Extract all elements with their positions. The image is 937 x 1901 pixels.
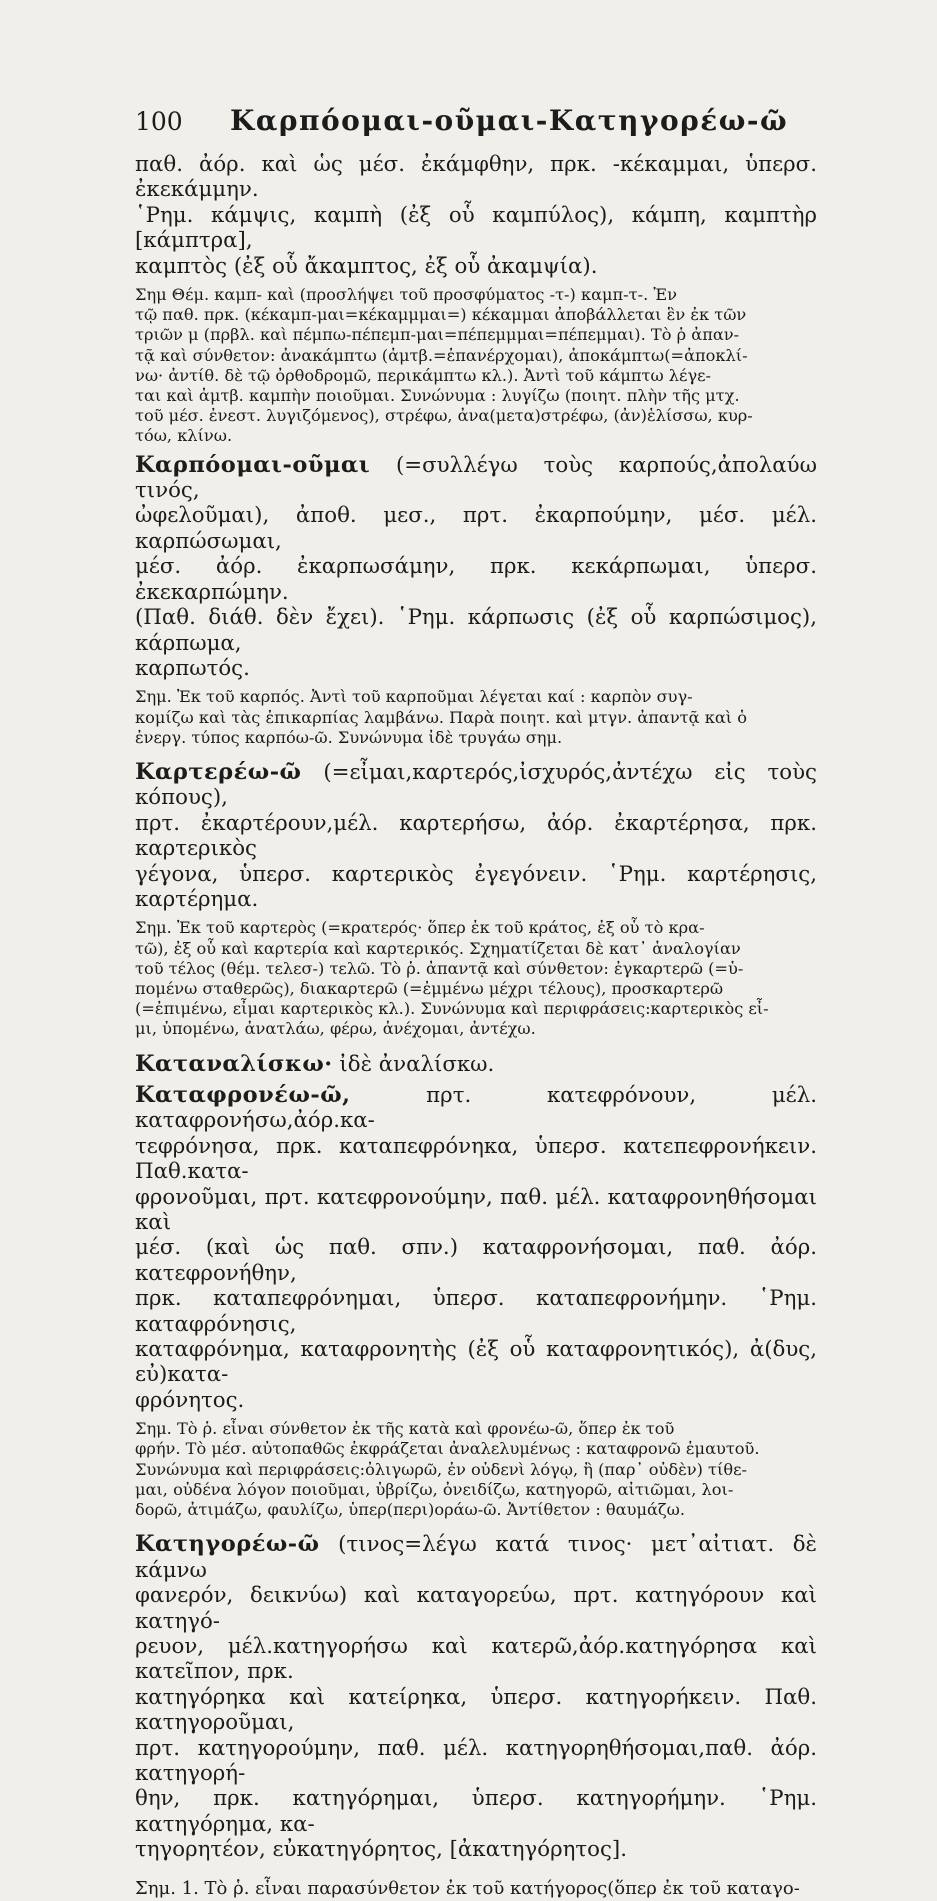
- headword: Καταναλίσκω·: [135, 1050, 333, 1077]
- entry-body: [135, 760, 817, 912]
- headword: Καταφρονέω-ῶ,: [135, 1081, 351, 1108]
- text-line: πρτ. ἐκαρτέρουν,μέλ. καρτερήσω, ἀόρ. ἐκαρτέρησα, πρκ. καρτερικὸς: [135, 810, 817, 862]
- entry-note: [135, 285, 817, 447]
- note-line: Συνώνυμα καὶ περιφράσεις:ὀλιγωρῶ, ἐν οὐδενὶ λόγῳ, ἢ (παρ᾽ οὐδὲν) τίθε-: [135, 1459, 747, 1479]
- text-line: καμπτὸς (ἐξ οὗ ἄκαμπτος, ἐξ οὗ ἀκαμψία).: [135, 253, 598, 279]
- entry-body: [135, 453, 817, 682]
- page-number: 100: [135, 107, 183, 136]
- text-line: (τινος=λέγω κατά τινος· μετ᾽αἰτιατ. δὲ κάμνω: [135, 1532, 817, 1583]
- note-line: τῶ), ἐξ οὗ καὶ καρτερία καὶ καρτερικός. Σχηματίζεται δὲ κατ᾽ ἀναλογίαν: [135, 938, 741, 958]
- entry-kampto-continuation: [135, 152, 817, 447]
- note-line: μι, ὑπομένω, ἀνατλάω, φέρω, ἀνέχομαι, ἀντέχω.: [135, 1019, 536, 1039]
- text-line: καταφρόνημα, καταφρονητὴς (ἐξ οὗ καταφρονητικός), ἀ(δυς, εὐ)κατα-: [135, 1337, 817, 1388]
- text-line: ῾Ρημ. κάμψις, καμπὴ (ἐξ οὗ καμπύλος), κάμπη, καμπτὴρ [κάμπτρα],: [135, 202, 817, 254]
- note-line: (=ἐπιμένω, εἶμαι καρτερικὸς κλ.). Συνώνυμα καὶ περιφράσεις:καρτερικὸς εἶ-: [135, 999, 769, 1019]
- entry-note: [135, 687, 817, 748]
- note-line: ται καὶ ἀμτβ. καμπὴν ποιοῦμαι. Συνώνυμα : λυγίζω (ποιητ. πλὴν τῆς μτχ.: [135, 386, 740, 406]
- running-head: Καρπόομαι-οῦμαι-Κατηγορέω-ῶ: [230, 104, 789, 137]
- text-line: γέγονα, ὑπερσ. καρτερικὸς ἐγεγόνειν. ῾Ρημ. καρτέρησις, καρτέρημα.: [135, 861, 817, 912]
- note-line: κομίζω καὶ τὰς ἐπικαρπίας λαμβάνω. Παρὰ ποιητ. καὶ μτγν. ἀπαντᾷ καὶ ὁ: [135, 707, 747, 727]
- headword: Καρτερέω-ῶ: [135, 758, 302, 785]
- text-line: θην, πρκ. κατηγόρημαι, ὑπερσ. κατηγορήμην. ῾Ρημ. κατηγόρημα, κα-: [135, 1786, 817, 1837]
- note-line: φρήν. Τὸ μέσ. αὐτοπαθῶς ἐκφράζεται ἀναλελυμένως : καταφρονῶ ἐμαυτοῦ.: [135, 1439, 760, 1459]
- note-line: πομένω σταθερῶς), διακαρτερῶ (=ἐμμένω μέχρι τέλους), προσκαρτερῶ: [135, 978, 724, 998]
- note-line: τᾷ καὶ σύνθετον: ἀνακάμπτω (ἀμτβ.=ἐπανέρχομαι), ἀποκάμπτω(=ἀποκλί-: [135, 345, 748, 365]
- entry-note: [135, 918, 817, 1039]
- headword: Καρπόομαι-οῦμαι: [135, 451, 371, 478]
- text-line: τηγορητέον, εὐκατηγόρητος, [ἀκατηγόρητος].: [135, 1837, 627, 1863]
- note-line: τοῦ τέλος (θέμ. τελεσ-) τελῶ. Τὸ ῥ. ἀπαντᾷ καὶ σύνθετον: ἐγκαρτερῶ (=ὑ-: [135, 958, 744, 978]
- entry-kategoreo: [135, 1532, 817, 1862]
- text-line: πρκ. καταπεφρόνημαι, ὑπερσ. καταπεφρονήμην. ῾Ρημ. καταφρόνησις,: [135, 1286, 817, 1337]
- entry-katanaleisko: [135, 1052, 817, 1077]
- text-line: (=συλλέγω τοὺς καρπούς,ἀπολαύω τινός,: [135, 452, 817, 504]
- entry-kartereo: [135, 760, 817, 1040]
- note-line: Σημ Θέμ. καμπ- καὶ (προσλήψει τοῦ προσφύματος -τ-) καμπ-τ-. Ἐν: [135, 285, 678, 305]
- note-line: τριῶν μ (πρβλ. καὶ πέμπω-πέπεμπ-μαι=πέπεμμμαι=πέπεμμαι). Τὸ ῥ ἀπαν-: [135, 325, 740, 345]
- text-line: παθ. ἀόρ. καὶ ὡς μέσ. ἐκάμφθην, πρκ. -κέκαμμαι, ὑπερσ. ἐκεκάμμην.: [135, 152, 817, 203]
- text-line: (Παθ. διάθ. δὲν ἔχει). ῾Ρημ. κάρπωσις (ἐξ οὗ καρπώσιμος), κάρπωμα,: [135, 605, 817, 656]
- entry-body: [135, 1083, 817, 1413]
- note-line: τῷ παθ. πρκ. (κέκαμπ-μαι=κέκαμμμαι=) κέκαμμαι ἀποβάλλεται ἓν ἐκ τῶν: [135, 305, 747, 325]
- text-line: ὠφελοῦμαι), ἀποθ. μεσ., πρτ. ἐκαρπούμην, μέσ. μέλ. καρπώσωμαι,: [135, 503, 817, 554]
- text-line: μέσ. (καὶ ὡς παθ. σπν.) καταφρονήσομαι, παθ. ἀόρ. κατεφρονήθην,: [135, 1235, 817, 1286]
- page-header: [135, 104, 817, 152]
- text-line: τεφρόνησα, πρκ. καταπεφρόνηκα, ὑπερσ. κατεπεφρονήκειν. Παθ.κατα-: [135, 1133, 817, 1185]
- text-line: πρτ. κατηγορούμην, παθ. μέλ. κατηγορηθήσομαι,παθ. ἀόρ. κατηγορή-: [135, 1735, 817, 1786]
- entry-note: [135, 1419, 817, 1520]
- headword: Κατηγορέω-ῶ: [135, 1531, 320, 1558]
- note-line: τόω, κλίνω.: [135, 426, 233, 446]
- note-line: Σημ. Ἐκ τοῦ καρπός. Ἀντὶ τοῦ καρποῦμαι λέγεται καί : καρπὸν συγ-: [135, 687, 693, 707]
- entry-body: [135, 152, 817, 279]
- text-line: φανερόν, δεικνύω) καὶ καταγορεύω, πρτ. κατηγόρουν καὶ κατηγό-: [135, 1583, 817, 1634]
- entry-katafroneo: [135, 1083, 817, 1520]
- note-line: τοῦ μέσ. ἐνεστ. λυγιζόμενος), στρέφω, ἀνα(μετα)στρέφω, (ἀν)ἑλίσσω, κυρ-: [135, 406, 753, 426]
- note-line: Σημ. Τὸ ῥ. εἶναι σύνθετον ἐκ τῆς κατὰ καὶ φρονέω-ῶ, ὅπερ ἐκ τοῦ: [135, 1419, 675, 1439]
- text-line: ρευον, μέλ.κατηγορήσω καὶ κατερῶ,ἀόρ.κατηγόρησα καὶ κατεῖπον, πρκ.: [135, 1633, 817, 1685]
- text-line: (=εἶμαι,καρτερός,ἰσχυρός,ἀντέχω εἰς τοὺς κόπους),: [135, 759, 817, 811]
- note-line: ἐνεργ. τύπος καρπόω-ῶ. Συνώνυμα ἰδὲ τρυγάω σημ.: [135, 727, 563, 747]
- note-line: Σημ. Ἐκ τοῦ καρτερὸς (=κρατερός· ὅπερ ἐκ τοῦ κράτος, ἐξ οὗ τὸ κρα-: [135, 918, 705, 938]
- entry-karpoomai: [135, 453, 817, 748]
- text-line: φρόνητος.: [135, 1387, 245, 1413]
- text-line: καρπωτός.: [135, 655, 250, 681]
- text-line: μέσ. ἀόρ. ἐκαρπωσάμην, πρκ. κεκάρπωμαι, ὑπερσ. ἐκεκαρπώμην.: [135, 554, 817, 605]
- note-line: μαι, οὐδένα λόγον ποιοῦμαι, ὑβρίζω, ὀνειδίζω, κατηγορῶ, αἰτιῶμαι, λοι-: [135, 1479, 734, 1499]
- note-line: δορῶ, ἀτιμάζω, φαυλίζω, ὑπερ(περι)οράω-ῶ. Ἀντίθετον : θαυμάζω.: [135, 1500, 686, 1520]
- footnote: Σημ. 1. Τὸ ῥ. εἶναι παρασύνθετον ἐκ τοῦ κατήγορος(ὅπερ ἐκ τοῦ καταγο-: [135, 1877, 800, 1899]
- entry-body: [135, 1532, 817, 1862]
- text-line: φρονοῦμαι, πρτ. κατεφρονούμην, παθ. μέλ. καταφρονηθήσομαι καὶ: [135, 1184, 817, 1236]
- text-line: πρτ. κατεφρόνουν, μέλ. καταφρονήσω,ἀόρ.κα-: [135, 1082, 817, 1134]
- entry-body: [135, 1052, 817, 1077]
- note-line: νω· ἀντίθ. δὲ τῷ ὀρθοδρομῶ, περικάμπτω κλ.). Ἀντὶ τοῦ κάμπτω λέγε-: [135, 365, 711, 385]
- text-line: ἰδὲ ἀναλίσκω.: [339, 1051, 495, 1077]
- text-line: κατηγόρηκα καὶ κατείρηκα, ὑπερσ. κατηγορήκειν. Παθ. κατηγοροῦμαι,: [135, 1684, 817, 1736]
